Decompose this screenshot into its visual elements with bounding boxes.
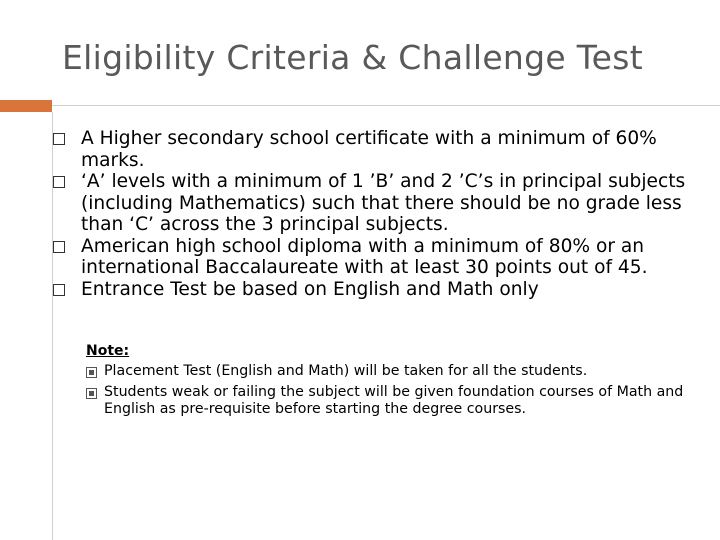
hollow-square-bullet-icon: [53, 284, 65, 296]
note-text: Placement Test (English and Math) will be taken for all the students.: [104, 363, 588, 379]
hollow-square-bullet-icon: [53, 133, 65, 145]
note-text: Students weak or failing the subject will be given foundation courses of Math and English as pre-requisite before starting the degree courses.: [104, 383, 684, 417]
hollow-square-bullet-icon: [53, 241, 65, 253]
list-item: [81, 128, 701, 171]
criteria-text: ‘A’ levels with a minimum of 1 ’B’ and 2 ’C’s in principal subjects (including Mathematics) such that there should be no grade less than ‘C’ across the 3 principal subjects.: [81, 171, 686, 235]
note-item: [86, 384, 696, 419]
note-item: [86, 363, 696, 381]
criteria-text: American high school diploma with a minimum of 80% or an international Baccalaureate with at least 30 points out of 45.: [81, 235, 648, 278]
criteria-text: Entrance Test be based on English and Math only: [81, 278, 539, 300]
note-label: Note:: [86, 343, 130, 359]
note-section: [86, 343, 696, 422]
title-accent-bar: [0, 100, 52, 112]
list-item: [81, 236, 701, 279]
filled-square-bullet-icon: [86, 388, 97, 399]
criteria-text: A Higher secondary school certificate with a minimum of 60% marks.: [81, 128, 657, 171]
list-item: [81, 171, 701, 236]
title-divider: [52, 105, 720, 106]
note-list: [86, 363, 696, 419]
hollow-square-bullet-icon: [53, 176, 65, 188]
slide-title: Eligibility Criteria & Challenge Test: [62, 38, 643, 77]
list-item: [81, 279, 701, 301]
filled-square-bullet-icon: [86, 367, 97, 378]
criteria-list: [81, 128, 701, 300]
